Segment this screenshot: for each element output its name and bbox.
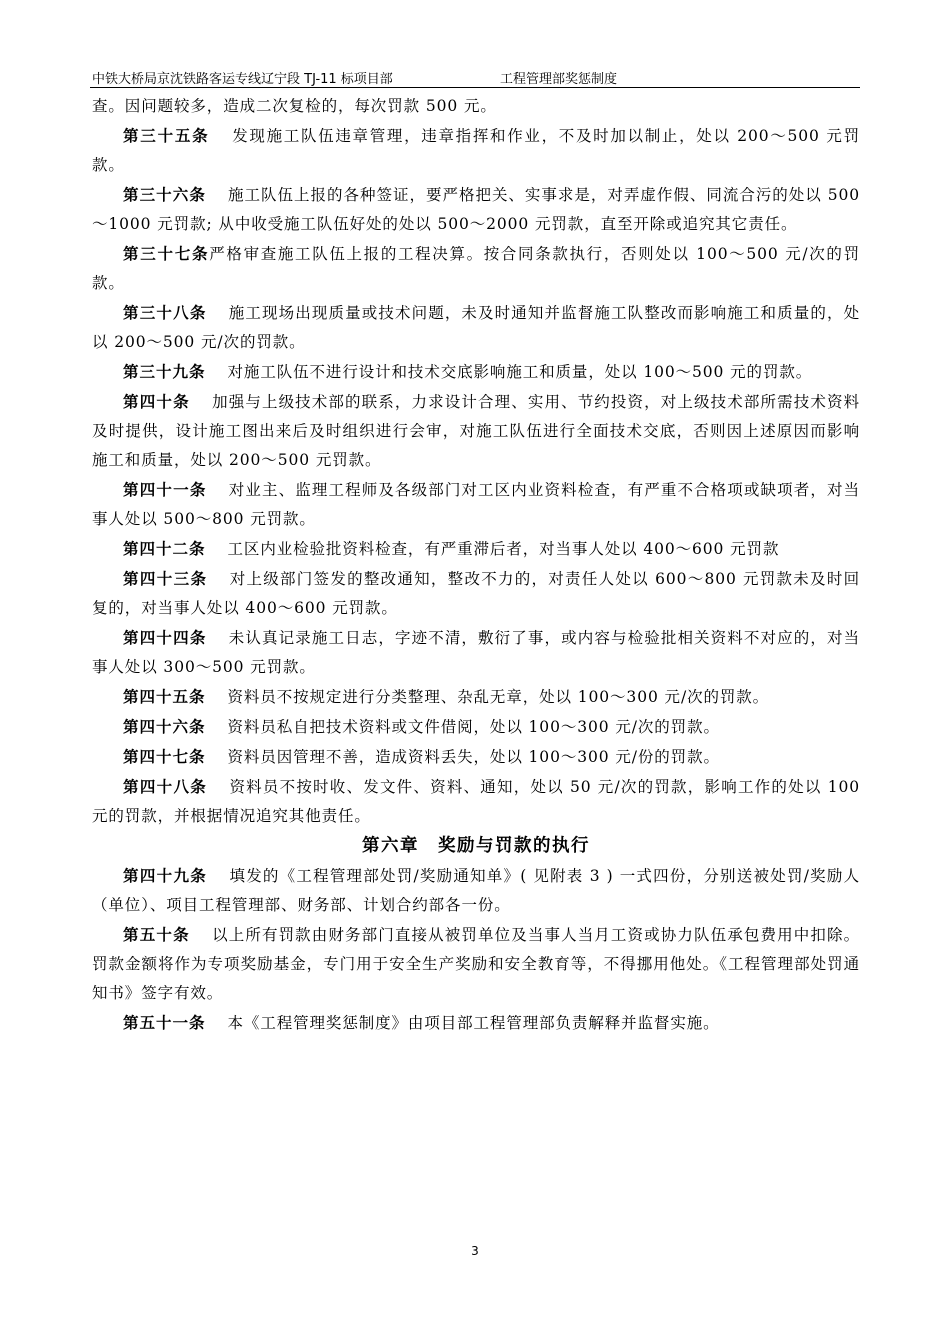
article-title: 第五十一条: [123, 1013, 206, 1032]
article-paragraph: [92, 861, 860, 920]
article-title: 第四十五条: [123, 687, 206, 706]
article-title: 第四十九条: [123, 866, 208, 885]
article-text: 资料员不按规定进行分类整理、杂乱无章，处以 100～300 元/次的罚款。: [227, 688, 770, 706]
article-text: 发现施工队伍违章管理，违章指挥和作业，不及时加以制止，处以 200～500 元罚款。: [92, 127, 860, 174]
article-title: 第四十六条: [123, 717, 206, 736]
article-paragraph: [92, 920, 860, 1008]
article-title: 第四十四条: [123, 628, 207, 647]
header-divider: [90, 87, 860, 88]
header-document-title: 工程管理部奖惩制度: [500, 72, 618, 87]
article-title: 第四十二条: [123, 539, 206, 558]
article-title: 第三十七条: [123, 244, 210, 263]
article-text: 查。因问题较多，造成二次复检的，每次罚款 500 元。: [92, 97, 497, 115]
article-text: 加强与上级技术部的联系，力求设计合理、实用、节约投资，对上级技术部所需技术资料及时提供，设计施工图出来后及时组织进行会审，对施工队伍进行全面技术交底，否则因上述原因而影响施工和质量，处以 200～500 元罚款。: [92, 393, 860, 469]
article-paragraph: [92, 534, 860, 564]
article-title: 第四十条: [123, 392, 190, 411]
article-text: 填发的《工程管理部处罚/奖励通知单》( 见附表 3 ) 一式四份，分别送被处罚/奖励人（单位）、项目工程管理部、财务部、计划合约部各一份。: [92, 867, 860, 914]
article-text: 本《工程管理奖惩制度》由项目部工程管理部负责解释并监督实施。: [227, 1014, 720, 1032]
article-text: 施工队伍上报的各种签证，要严格把关、实事求是，对弄虚作假、同流合污的处以 500～1000 元罚款; 从中收受施工队伍好处的处以 500～2000 元罚款，直至开除或追究其它责任。: [92, 186, 860, 233]
article-title: 第三十五条: [123, 126, 210, 145]
article-title: 第三十九条: [123, 362, 206, 381]
article-text: 施工现场出现质量或技术问题，未及时通知并监督施工队整改而影响施工和质量的，处以 200～500 元/次的罚款。: [92, 304, 860, 351]
chapter-heading: 第六章 奖励与罚款的执行: [362, 836, 590, 856]
article-text: 资料员因管理不善，造成资料丢失，处以 100～300 元/份的罚款。: [227, 748, 720, 766]
article-text: 以上所有罚款由财务部门直接从被罚单位及当事人当月工资或协力队伍承包费用中扣除。罚款金额将作为专项奖励基金，专门用于安全生产奖励和安全教育等，不得挪用他处。《工程管理部处罚通知书》签字有效。: [92, 926, 860, 1002]
article-title: 第四十七条: [123, 747, 206, 766]
article-paragraph: [92, 357, 860, 387]
page-header: [92, 64, 860, 86]
article-text: 对上级部门签发的整改通知，整改不力的，对责任人处以 600～800 元罚款未及时回复的，对当事人处以 400～600 元罚款。: [92, 570, 860, 617]
article-text: 工区内业检验批资料检查，有严重滞后者，对当事人处以 400～600 元罚款: [227, 540, 780, 558]
article-paragraph: [92, 772, 860, 831]
article-paragraph: [92, 92, 860, 121]
article-paragraph: [92, 1008, 860, 1038]
article-text: 未认真记录施工日志，字迹不清，敷衍了事，或内容与检验批相关资料不对应的，对当事人处以 300～500 元罚款。: [92, 629, 860, 676]
article-text: 严格审查施工队伍上报的工程决算。按合同条款执行，否则处以 100～500 元/次的罚款。: [92, 245, 860, 292]
page-number: 3: [471, 1244, 479, 1258]
article-title: 第三十六条: [123, 185, 206, 204]
article-paragraph: [92, 180, 860, 239]
article-text: 资料员不按时收、发文件、资料、通知，处以 50 元/次的罚款，影响工作的处以 100 元的罚款，并根据情况追究其他责任。: [92, 778, 860, 825]
article-text: 对施工队伍不进行设计和技术交底影响施工和质量，处以 100～500 元的罚款。: [227, 363, 813, 381]
article-paragraph: [92, 682, 860, 712]
article-title: 第五十条: [123, 925, 190, 944]
document-body: [92, 92, 860, 1038]
article-title: 第四十三条: [123, 569, 208, 588]
article-paragraph: [92, 712, 860, 742]
article-paragraph: [92, 387, 860, 475]
article-paragraph: [92, 239, 860, 298]
article-title: 第四十八条: [123, 777, 208, 796]
article-title: 第四十一条: [123, 480, 207, 499]
article-text: 对业主、监理工程师及各级部门对工区内业资料检查，有严重不合格项或缺项者，对当事人处以 500～800 元罚款。: [92, 481, 860, 528]
article-paragraph: [92, 475, 860, 534]
article-text: 资料员私自把技术资料或文件借阅，处以 100～300 元/次的罚款。: [227, 718, 720, 736]
article-paragraph: [92, 623, 860, 682]
article-paragraph: [92, 121, 860, 180]
article-paragraph: [92, 564, 860, 623]
article-title: 第三十八条: [123, 303, 207, 322]
article-paragraph: [92, 742, 860, 772]
article-paragraph: [92, 298, 860, 357]
header-project-name: 中铁大桥局京沈铁路客运专线辽宁段 TJ-11 标项目部: [92, 72, 393, 87]
